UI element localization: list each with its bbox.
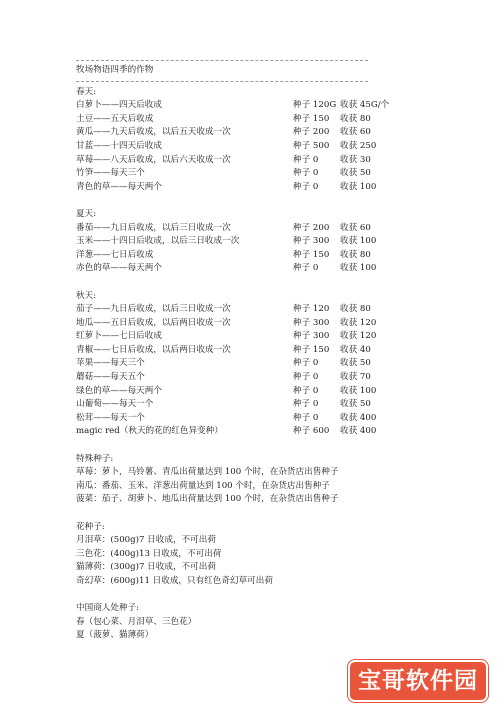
- harvest-price: 收获 80: [340, 249, 371, 260]
- crop-row: [76, 249, 376, 263]
- crop-name: 黄瓜——九天后收成，以后五天收成一次: [76, 127, 231, 138]
- spring-heading: 春天:: [76, 86, 97, 97]
- seed-price: 种子 150: [293, 113, 330, 124]
- crop-row: [76, 398, 376, 412]
- harvest-price: 收获 50: [340, 399, 371, 410]
- document-title: 牧场物语四季的作物: [76, 65, 154, 75]
- autumn-heading: 秋天:: [76, 290, 97, 301]
- crop-name: 青椒——七日后收成，以后两日收成一次: [76, 344, 231, 355]
- crop-name: 草莓——八天后收成，以后六天收成一次: [76, 154, 231, 165]
- crop-name: 红萝卜——七日后收成: [76, 331, 162, 342]
- crop-row: [76, 317, 376, 331]
- crop-name: 竹笋——每天三个: [76, 168, 145, 179]
- seed-price: 种子 500: [293, 140, 330, 151]
- crop-name: 白萝卜——四天后收成: [76, 100, 162, 111]
- seed-price: 种子 0: [293, 385, 319, 396]
- text-line: 奇幻草：(600g)11 日收成，只有红色奇幻草可出荷: [76, 575, 273, 586]
- crop-name: 绿色的草——每天两个: [76, 385, 162, 396]
- seed-price: 种子 0: [293, 263, 319, 274]
- seed-price: 种子 0: [293, 358, 319, 369]
- harvest-price: 收获 80: [340, 304, 371, 315]
- crop-row: [76, 412, 376, 426]
- seed-price: 种子 0: [293, 168, 319, 179]
- crop-name: 地瓜——五日后收成，以后两日收成一次: [76, 317, 231, 328]
- text-line: 春（包心菜、月泪草、三色花）: [76, 616, 197, 627]
- crop-name: 松茸——每天一个: [76, 412, 145, 423]
- text-line: 南瓜：番茄、玉米、洋葱出荷量达到 100 个时，在杂货店出售种子: [76, 480, 330, 491]
- crop-name: magic red（秋天的花的红色异变种）: [76, 426, 223, 437]
- harvest-price: 收获 100: [340, 263, 377, 274]
- seed-price: 种子 150: [293, 344, 330, 355]
- seed-price: 种子 120G: [293, 100, 337, 111]
- harvest-price: 收获 45G/个: [340, 100, 390, 111]
- crop-name: 青色的草——每天两个: [76, 181, 162, 192]
- harvest-price: 收获 50: [340, 168, 371, 179]
- harvest-price: 收获 100: [340, 181, 377, 192]
- summer-list: [76, 222, 376, 276]
- harvest-price: 收获 60: [340, 222, 371, 233]
- text-line: 三色花：(400g)13 日收成，不可出荷: [76, 548, 222, 559]
- harvest-price: 收获 100: [340, 236, 377, 247]
- crop-row: [76, 303, 376, 317]
- harvest-price: 收获 400: [340, 412, 377, 423]
- text-line: 夏（菠萝、猫薄荷）: [76, 630, 154, 641]
- special-seeds-heading: 特殊种子:: [76, 453, 114, 464]
- seed-price: 种子 300: [293, 331, 330, 342]
- seed-price: 种子 0: [293, 181, 319, 192]
- crop-row: [76, 357, 376, 371]
- crop-row: [76, 371, 376, 385]
- text-line: 月泪草：(500g)7 日收成，不可出荷: [76, 535, 216, 546]
- watermark-logo: 宝哥软件园: [350, 662, 486, 700]
- summer-heading: 夏天:: [76, 208, 97, 219]
- top-divider: [76, 60, 368, 61]
- crop-row: [76, 154, 376, 168]
- crop-row: [76, 113, 376, 127]
- harvest-price: 收获 120: [340, 317, 377, 328]
- seed-price: 种子 0: [293, 372, 319, 383]
- crop-name: 山葡萄——每天一个: [76, 399, 154, 410]
- document-body: [76, 60, 390, 643]
- text-line: 猫薄荷：(300g)7 日收成，不可出荷: [76, 562, 216, 573]
- text-line: 草莓：萝卜，马铃薯、青瓜出荷量达到 100 个时，在杂货店出售种子: [76, 467, 339, 478]
- flower-seeds-heading: 花种子:: [76, 521, 105, 532]
- harvest-price: 收获 30: [340, 154, 371, 165]
- seed-price: 种子 200: [293, 127, 330, 138]
- seed-price: 种子 0: [293, 154, 319, 165]
- seed-price: 种子 600: [293, 426, 330, 437]
- crop-row: [76, 167, 376, 181]
- crop-name: 甘蓝——十四天后收成: [76, 140, 162, 151]
- harvest-price: 收获 60: [340, 127, 371, 138]
- crop-row: [76, 385, 376, 399]
- harvest-price: 收获 40: [340, 344, 371, 355]
- crop-row: [76, 99, 390, 113]
- seed-price: 种子 300: [293, 317, 330, 328]
- crop-row: [76, 235, 376, 249]
- seed-price: 种子 0: [293, 412, 319, 423]
- crop-row: [76, 262, 376, 276]
- crop-row: [76, 222, 376, 236]
- crop-name: 洋葱——七日后收成: [76, 249, 154, 260]
- text-line: 菠菜：茄子、胡萝卜、地瓜出荷量达到 100 个时，在杂货店出售种子: [76, 494, 339, 505]
- crop-row: [76, 126, 376, 140]
- crop-row: [76, 330, 376, 344]
- crop-row: [76, 181, 376, 195]
- crop-name: 番茄——九日后收成，以后三日收成一次: [76, 222, 231, 233]
- seed-price: 种子 150: [293, 249, 330, 260]
- seed-price: 种子 300: [293, 236, 330, 247]
- harvest-price: 收获 70: [340, 372, 371, 383]
- crop-name: 苹果——每天三个: [76, 358, 145, 369]
- chinese-merchant-heading: 中国商人处种子:: [76, 603, 140, 614]
- crop-row: [76, 425, 376, 439]
- autumn-list: [76, 303, 376, 439]
- harvest-price: 收获 400: [340, 426, 377, 437]
- seed-price: 种子 120: [293, 304, 330, 315]
- crop-row: [76, 344, 376, 358]
- spring-list: [76, 99, 390, 194]
- harvest-price: 收获 250: [340, 140, 377, 151]
- crop-name: 土豆——五天后收成: [76, 113, 154, 124]
- seed-price: 种子 200: [293, 222, 330, 233]
- crop-name: 蘑菇——每天五个: [76, 372, 145, 383]
- seed-price: 种子 0: [293, 399, 319, 410]
- crop-name: 赤色的草——每天两个: [76, 263, 162, 274]
- harvest-price: 收获 80: [340, 113, 371, 124]
- harvest-price: 收获 100: [340, 385, 377, 396]
- harvest-price: 收获 50: [340, 358, 371, 369]
- crop-name: 茄子——九日后收成，以后三日收成一次: [76, 304, 231, 315]
- crop-row: [76, 140, 376, 154]
- crop-name: 玉米——十四日后收成，以后三日收成一次: [76, 236, 240, 247]
- harvest-price: 收获 120: [340, 331, 377, 342]
